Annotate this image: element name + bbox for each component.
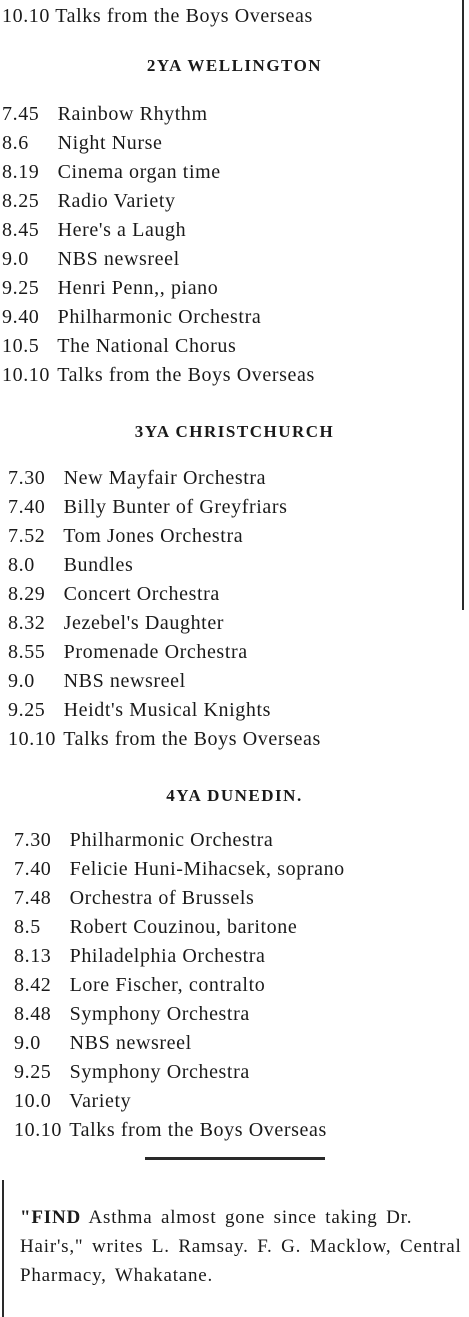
listing-line [14, 1002, 250, 1026]
listing-line [14, 1118, 327, 1142]
listing-line [14, 1089, 131, 1113]
top-listing-line [2, 4, 313, 28]
ad-text: Asthma almost gone since taking Dr. Hair's," writes L. Ramsay. F. G. Macklow, Central Pharmacy, Whakatane. [20, 1207, 462, 1286]
listing-line [2, 305, 261, 329]
station-heading: 4YA DUNEDIN. [166, 786, 303, 805]
listing-time: 8.5 [14, 916, 41, 938]
listing-time: 10.10 [2, 364, 50, 386]
listing-line [14, 1031, 192, 1055]
listing-line [2, 131, 163, 155]
listing-line [14, 857, 345, 881]
listing-title: Concert Orchestra [63, 583, 220, 605]
listing-title: Tom Jones Orchestra [63, 525, 244, 547]
listing-time: 8.13 [14, 945, 52, 967]
listing-line [2, 189, 176, 213]
listing-time: 7.40 [8, 496, 46, 518]
listing-line [2, 363, 315, 387]
ad-rule [2, 1180, 4, 1317]
listing-time: 8.45 [2, 219, 40, 241]
listing-time: 8.0 [8, 554, 35, 576]
listing-time: 7.45 [2, 103, 40, 125]
listing-line [2, 160, 221, 184]
listing-time: 8.19 [2, 161, 40, 183]
listing-time: 7.40 [14, 858, 52, 880]
listing-title: Symphony Orchestra [69, 1003, 250, 1025]
listing-title: Talks from the Boys Overseas [63, 728, 321, 750]
listing-time: 9.25 [8, 699, 46, 721]
listing-title: Philharmonic Orchestra [57, 306, 262, 328]
listing-line [8, 466, 266, 490]
section-divider [145, 1157, 325, 1160]
listing-title: Talks from the Boys Overseas [55, 5, 313, 27]
listing-line [14, 828, 273, 852]
listing-time: 7.30 [14, 829, 52, 851]
listing-line [8, 553, 133, 577]
listing-time: 8.25 [2, 190, 40, 212]
listing-title: Talks from the Boys Overseas [69, 1119, 327, 1141]
listing-line [2, 218, 186, 242]
listing-title: Lore Fischer, contralto [69, 974, 266, 996]
listing-line [2, 276, 218, 300]
listing-line [8, 698, 271, 722]
listing-line [14, 973, 265, 997]
column-rule [462, 0, 464, 610]
listing-title: NBS newsreel [57, 248, 180, 270]
listing-line [8, 611, 224, 635]
listing-title: Philadelphia Orchestra [69, 945, 266, 967]
listing-time: 10.0 [14, 1090, 52, 1112]
listing-time: 9.25 [2, 277, 40, 299]
listing-title: Heidt's Musical Knights [63, 699, 272, 721]
listing-line [2, 247, 180, 271]
listing-time: 9.40 [2, 306, 40, 328]
listing-title: Billy Bunter of Greyfriars [63, 496, 288, 518]
listing-time: 10.5 [2, 335, 40, 357]
listing-time: 7.52 [8, 525, 46, 547]
station-heading: 3YA CHRISTCHURCH [134, 422, 335, 441]
listing-title: NBS newsreel [63, 670, 186, 692]
listing-title: Philharmonic Orchestra [69, 829, 274, 851]
listing-line [2, 102, 208, 126]
listing-title: Bundles [63, 554, 134, 576]
listing-time: 9.25 [14, 1061, 52, 1083]
listing-title: Cinema organ time [57, 161, 221, 183]
listing-title: Variety [69, 1090, 132, 1112]
listing-title: Felicie Huni-Mihacsek, soprano [69, 858, 345, 880]
listing-line [14, 915, 297, 939]
listing-time: 10.10 [14, 1119, 62, 1141]
listing-time: 8.55 [8, 641, 46, 663]
listing-line [8, 524, 243, 548]
listing-time: 9.0 [2, 248, 29, 270]
advertisement [20, 1203, 468, 1290]
listing-title: NBS newsreel [69, 1032, 192, 1054]
listing-line [8, 669, 186, 693]
listing-line [8, 640, 248, 664]
listing-title: Night Nurse [57, 132, 163, 154]
listing-title: New Mayfair Orchestra [63, 467, 267, 489]
listing-time: 8.29 [8, 583, 46, 605]
listing-title: Talks from the Boys Overseas [57, 364, 315, 386]
listing-title: Jezebel's Daughter [63, 612, 225, 634]
listing-line [2, 334, 236, 358]
listing-line [14, 886, 254, 910]
listing-time: 10.10 [2, 5, 50, 27]
listing-title: Rainbow Rhythm [57, 103, 208, 125]
listing-line [8, 727, 321, 751]
listing-title: Symphony Orchestra [69, 1061, 250, 1083]
listing-time: 8.48 [14, 1003, 52, 1025]
listing-line [8, 582, 220, 606]
listing-time: 8.42 [14, 974, 52, 996]
listing-title: Orchestra of Brussels [69, 887, 255, 909]
listing-title: Here's a Laugh [57, 219, 187, 241]
listing-time: 8.32 [8, 612, 46, 634]
listing-title: The National Chorus [57, 335, 237, 357]
listing-time: 9.0 [14, 1032, 41, 1054]
listing-title: Henri Penn,, piano [57, 277, 219, 299]
listing-line [14, 1060, 250, 1084]
ad-lead: "FIND [20, 1207, 81, 1228]
listing-line [8, 495, 288, 519]
listing-title: Robert Couzinou, baritone [69, 916, 298, 938]
listing-title: Promenade Orchestra [63, 641, 248, 663]
listing-time: 7.30 [8, 467, 46, 489]
listing-time: 9.0 [8, 670, 35, 692]
listing-time: 8.6 [2, 132, 29, 154]
listing-title: Radio Variety [57, 190, 176, 212]
station-heading: 2YA WELLINGTON [146, 56, 323, 75]
listing-time: 10.10 [8, 728, 56, 750]
listing-line [14, 944, 266, 968]
listing-time: 7.48 [14, 887, 52, 909]
